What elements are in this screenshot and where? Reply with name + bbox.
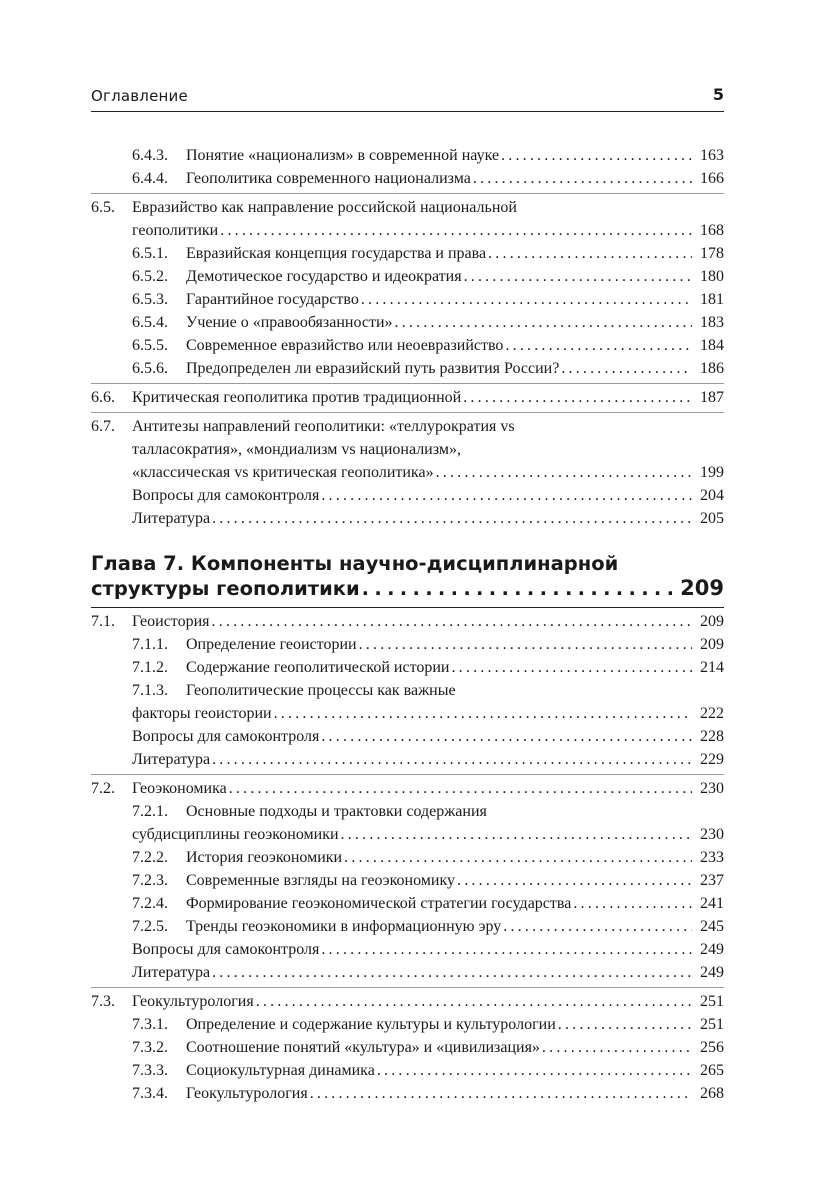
toc-entry[interactable] [91,915,724,938]
leader-dots [501,144,692,167]
leader-dots [505,334,692,357]
toc-entry-number: 6.5.1. [132,245,168,262]
leader-dots [341,823,692,846]
toc-entry-page: 204 [700,487,724,504]
toc-entry-title: Геокультурология [186,1085,308,1102]
toc-entry-number: 6.6. [91,389,115,406]
toc-entry-number: 6.4.4. [132,170,168,187]
toc-entry-page: 228 [700,728,724,745]
leader-dots [256,990,692,1013]
toc-entry[interactable] [91,242,724,265]
toc-entry-title: Геополитические процессы как важные [186,682,456,699]
toc-entry-title: История геоэкономики [186,849,343,866]
toc-entry-page: 199 [700,464,724,481]
toc-entry[interactable] [91,869,724,892]
toc-entry-page: 178 [700,245,724,262]
toc-entry[interactable] [91,610,724,633]
toc-entry[interactable] [91,412,724,484]
leader-dots [488,242,692,265]
toc-entry[interactable] [91,633,724,656]
header-title: Оглавление [91,87,188,105]
leader-dots [229,777,692,800]
toc-entry-page: 187 [700,389,724,406]
leader-dots [212,610,693,633]
leader-dots [212,748,692,771]
toc-entry-title: Вопросы для самоконтроля [132,487,320,504]
toc-entry-page: 249 [700,941,724,958]
leader-dots [377,1059,692,1082]
toc-entry-title: Основные подходы и трактовки содержания [186,803,487,820]
toc-entry[interactable] [91,265,724,288]
leader-dots [451,656,692,679]
toc-entry-page: 209 [700,636,724,653]
leader-dots [463,386,692,409]
toc-entry-page: 241 [700,895,724,912]
leader-dots [558,1013,692,1036]
toc-entry-page: 268 [700,1085,724,1102]
chapter-title-line1: Глава 7. Компоненты научно-дисциплинарной [91,552,619,575]
toc-entry[interactable] [91,656,724,679]
running-header [91,87,724,112]
leader-dots [473,167,692,190]
toc-entry-number: 7.2.2. [132,849,168,866]
leader-dots [212,507,692,530]
toc-entry-title: Вопросы для самоконтроля [132,941,320,958]
toc-entry[interactable] [91,167,724,190]
leader-dots [361,288,692,311]
toc-entry-title: Евразийская концепция государства и права [186,245,487,262]
toc-entry[interactable] [91,987,724,1013]
toc-entry-page: 233 [700,849,724,866]
toc-entry-title: Демотическое государство и идеократия [186,268,462,285]
toc-entry-page: 163 [700,147,724,164]
leader-dots [464,265,692,288]
leader-dots [274,702,692,725]
toc-entry-title: Геоэкономика [132,780,227,797]
chapter-page: 209 [680,576,724,600]
toc-entry-page: 184 [700,337,724,354]
leader-dots [310,1082,692,1105]
toc-entry-page: 237 [700,872,724,889]
leader-dots [359,633,692,656]
toc-entry-number: 7.3.4. [132,1085,168,1102]
toc-entry-title: Геополитика современного национализма [186,170,471,187]
toc-entry-page: 205 [700,510,724,527]
toc-entry-number: 7.2.4. [132,895,168,912]
toc-entry[interactable] [91,800,724,846]
toc-entry-page: 183 [700,314,724,331]
toc-entry-page: 251 [700,1016,724,1033]
toc-entry-number: 6.5.3. [132,291,168,308]
toc-entry-page: 166 [700,170,724,187]
toc-entry-number: 7.3. [91,993,115,1010]
toc-entry-title: Литература [132,510,211,527]
toc-entry-title: факторы геоистории [132,705,272,722]
toc-entry-title: Содержание геополитической истории [186,659,450,676]
leader-dots [573,892,692,915]
toc-entry-page: 249 [700,964,724,981]
toc-entry[interactable] [91,357,724,380]
toc-entry-title: Вопросы для самоконтроля [132,728,320,745]
toc-entry[interactable] [91,1059,724,1082]
toc-entry-title: Соотношение понятий «культура» и «цивилизация» [186,1039,540,1056]
leader-dots [212,961,692,984]
toc-entry-number: 7.2. [91,780,115,797]
toc-entry-number: 7.2.3. [132,872,168,889]
toc-entry[interactable] [91,1013,724,1036]
toc-entry-number: 7.3.1. [132,1016,168,1033]
toc-entry-number: 6.7. [91,418,115,435]
toc-entry[interactable] [91,725,724,748]
toc-entry-number: 6.5. [91,199,115,216]
toc-entry-page: 229 [700,751,724,768]
toc-entry[interactable] [91,892,724,915]
toc-entry[interactable] [91,193,724,242]
toc-entry-title: Определение и содержание культуры и культурологии [186,1016,556,1033]
toc-entry-title: Евразийство как направление российской национальной [132,199,517,216]
toc-entry-page: 222 [700,705,724,722]
toc-entry[interactable] [91,383,724,409]
toc-entry-title: Учение о «правообязанности» [186,314,393,331]
toc-entry-number: 6.5.6. [132,360,168,377]
toc-entry[interactable] [91,1036,724,1059]
toc-entry-page: 265 [700,1062,724,1079]
toc-entry-page: 214 [700,659,724,676]
toc-entry[interactable] [91,961,724,984]
leader-dots [321,484,692,507]
leader-dots [503,915,692,938]
toc-entry-number: 7.1.1. [132,636,168,653]
leader-dots [362,576,679,601]
toc-entry-number: 7.2.1. [132,803,168,820]
toc-entry-page: 209 [700,613,724,630]
toc-entry-title: Литература [132,751,211,768]
toc-entry-number: 7.2.5. [132,918,168,935]
toc-entry-number: 6.5.2. [132,268,168,285]
toc-entry[interactable] [91,846,724,869]
leader-dots [220,219,692,242]
leader-dots [436,461,692,484]
toc-entry-number: 6.5.5. [132,337,168,354]
toc-entry-number: 6.5.4. [132,314,168,331]
leader-dots [321,938,692,961]
toc-entry-page: 181 [700,291,724,308]
toc-entry-title: субдисциплины геоэкономики [132,826,339,843]
toc-entry-page: 180 [700,268,724,285]
toc-entry-title: Определение геоистории [186,636,357,653]
leader-dots [395,311,692,334]
toc-entry[interactable] [91,334,724,357]
toc-entry-page: 230 [700,780,724,797]
toc-entry[interactable] [91,484,724,507]
toc-entry[interactable] [91,311,724,334]
toc-entry-number: 7.3.2. [132,1039,168,1056]
chapter-heading[interactable] [91,551,724,608]
toc-entry-title: Критическая геополитика против традиционной [132,389,462,406]
toc-entry-title: Современные взгляды на геоэкономику [186,872,456,889]
toc-entry-title: Формирование геоэкономической стратегии государства [186,895,572,912]
toc-entry[interactable] [91,938,724,961]
toc-entry-page: 245 [700,918,724,935]
toc-entry-number: 7.1.3. [132,682,168,699]
toc-entry-number: 7.1.2. [132,659,168,676]
toc-entry[interactable] [91,679,724,725]
toc-entry-page: 251 [700,993,724,1010]
toc-entry-page: 168 [700,222,724,239]
toc-entry-title: Гарантийное государство [186,291,359,308]
toc-entry-page: 256 [700,1039,724,1056]
toc-entry-title: Геоистория [132,613,210,630]
toc-entry-title: Понятие «национализм» в современной науке [186,147,500,164]
leader-dots [542,1036,692,1059]
toc-entry[interactable] [91,1082,724,1105]
toc-top-list [91,144,724,530]
leader-dots [561,357,692,380]
toc-entry-page: 186 [700,360,724,377]
toc-entry-page: 230 [700,826,724,843]
toc-entry[interactable] [91,748,724,771]
toc-entry-title: Литература [132,964,211,981]
table-of-contents [91,144,724,1105]
toc-entry[interactable] [91,144,724,167]
toc-entry-title: Современное евразийство или неоевразийство [186,337,504,354]
toc-entry[interactable] [91,288,724,311]
toc-bottom-list [91,610,724,1105]
toc-entry-number: 6.4.3. [132,147,168,164]
toc-entry-title: геополитики [132,222,219,239]
toc-entry-title: Социокультурная динамика [186,1062,375,1079]
leader-dots [321,725,692,748]
leader-dots [344,846,692,869]
toc-entry-title: «классическая vs критическая геополитика» [132,464,434,481]
toc-entry-title: Антитезы направлений геополитики: «теллурократия vs [132,418,515,435]
leader-dots [457,869,692,892]
toc-entry[interactable] [91,774,724,800]
header-page-number: 5 [712,85,724,104]
toc-entry-number: 7.3.3. [132,1062,168,1079]
toc-entry-title: Предопределен ли евразийский путь развития России? [186,360,560,377]
chapter-title-line2: структуры геополитики [91,577,360,600]
toc-entry-title: Геокультурология [132,993,254,1010]
toc-entry-title: Тренды геоэкономики в информационную эру [186,918,502,935]
toc-entry[interactable] [91,507,724,530]
toc-entry-title: талласократия», «мондиализм vs национализм», [132,441,461,458]
toc-entry-number: 7.1. [91,613,115,630]
